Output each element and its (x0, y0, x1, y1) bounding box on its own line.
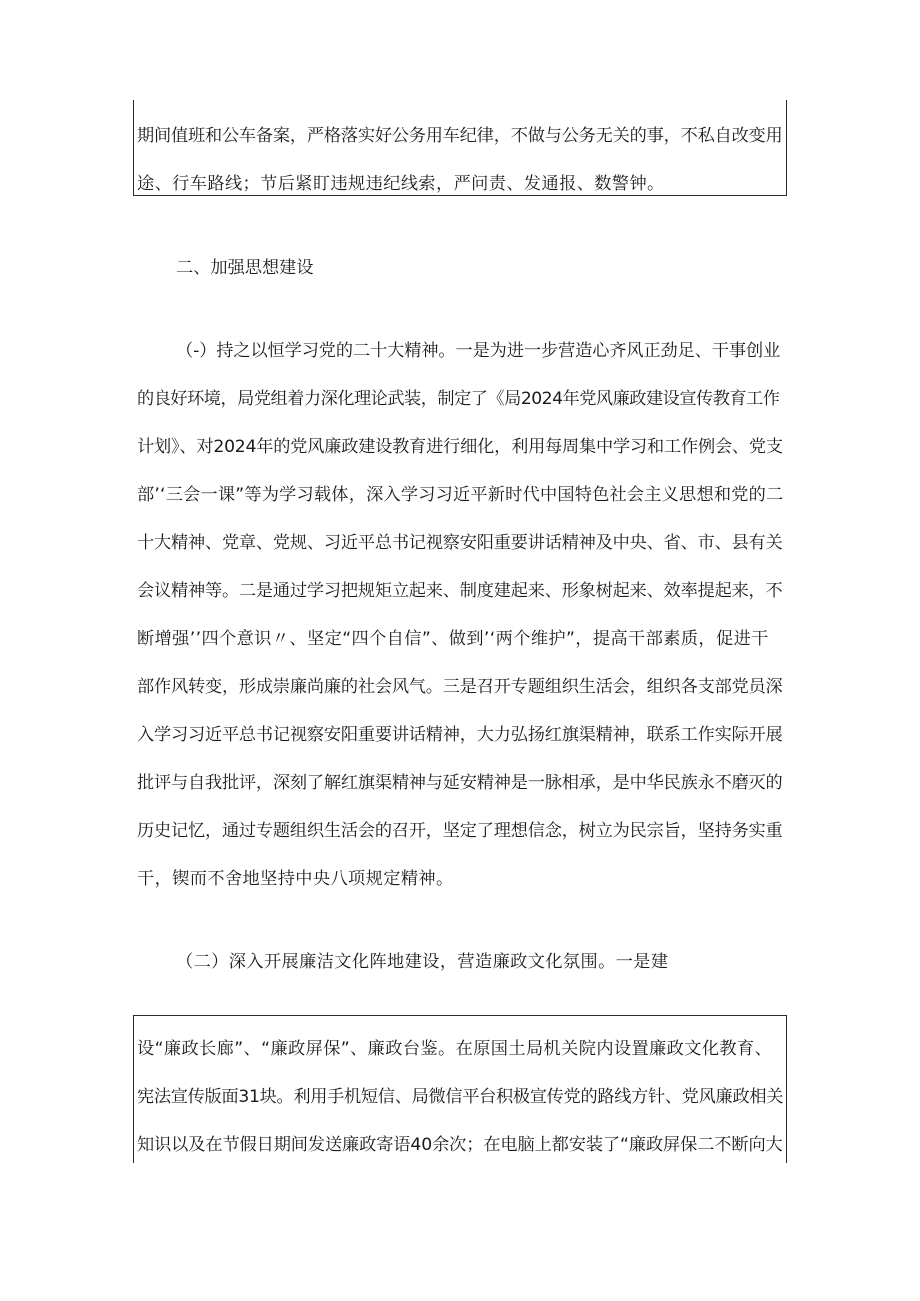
paragraph-1-line-12: 干，锲而不舍地坚持中央八项规定精神。 (137, 869, 454, 889)
paragraph-2-intro: （二）深入开展廉洁文化阵地建设，营造廉政文化氛围。一是建 (176, 952, 669, 972)
paragraph-1-line-2: 的良好环境，局党组着力深化理论武装，制定了《局2024年党风廉政建设宣传教育工作 (137, 389, 780, 409)
paragraph-1-line-9: 入学习习近平总书记视察安阳重要讲话精神，大力弘扬红旗渠精神，联系工作实际开展 (137, 725, 783, 745)
paragraph-1-line-3: 计划》、对2024年的党风廉政建设教育进行细化，利用每周集中学习和工作例会、党支 (137, 437, 783, 457)
bottom-box-line-2: 宪法宣传版面31块。利用手机短信、局微信平台积极宣传党的路线方针、党风廉政相关 (137, 1087, 784, 1107)
paragraph-1-line-6: 会议精神等。二是通过学习把规矩立起来、制度建起来、形象树起来、效率提起来，不 (137, 581, 783, 601)
top-box-line-1: 期间值班和公车备案，严格落实好公务用车纪律，不做与公务无关的事，不私自改变用 (137, 126, 783, 146)
bottom-box-line-3: 知识以及在节假日期间发送廉政寄语40余次；在电脑上都安装了“廉政屏保二不断向大 (137, 1135, 783, 1155)
paragraph-1-line-8: 部作风转变，形成崇廉尚廉的社会风气。三是召开专题组织生活会，组织各支部党员深 (137, 677, 783, 697)
paragraph-1-line-1: （-）持之以恒学习党的二十大精神。一是为进一步营造心齐风正劲足、干事创业 (176, 341, 781, 361)
section-heading: 二、加强思想建设 (176, 258, 314, 278)
paragraph-1-line-10: 批评与自我批评，深刻了解红旗渠精神与延安精神是一脉相承，是中华民族永不磨灭的 (137, 773, 783, 793)
bottom-box-line-1: 设“廉政长廊”、“廉政屏保”、廉政台鉴。在原国土局机关院内设置廉政文化教育、 (137, 1039, 773, 1059)
paragraph-1-line-5: 十大精神、党章、党规、习近平总书记视察安阳重要讲话精神及中央、省、市、县有关 (137, 533, 783, 553)
top-box-line-2: 途、行车路线；节后紧盯违规违纪线索，严问责、发通报、数警钟。 (137, 174, 665, 194)
paragraph-1-line-4: 部’‘三会一课”等为学习载体，深入学习习近平新时代中国特色社会主义思想和党的二 (137, 485, 784, 505)
paragraph-1-line-7: 断增强’’四个意识〃、坚定“四个自信”、做到’‘两个维护”，提高干部素质，促进干 (137, 629, 769, 649)
paragraph-1-line-11: 历史记忆，通过专题组织生活会的召开，坚定了理想信念，树立为民宗旨，坚持务实重 (137, 821, 783, 841)
